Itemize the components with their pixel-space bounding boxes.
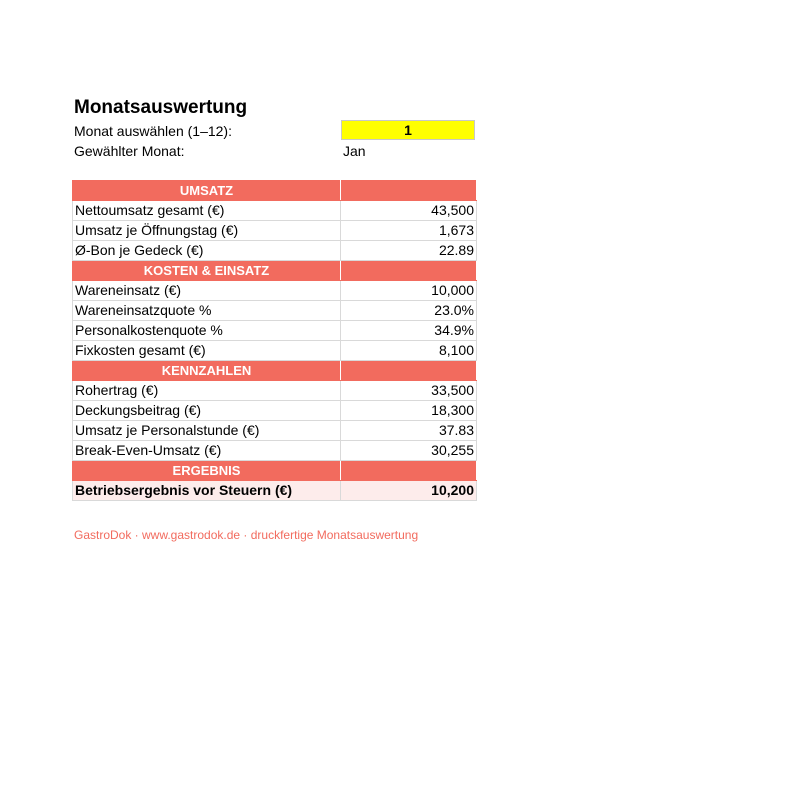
table-row xyxy=(73,241,477,261)
section-title: ERGEBNIS xyxy=(73,461,341,481)
section-header-blank xyxy=(341,461,477,481)
selected-month-value: Jan xyxy=(343,143,366,159)
section-header-kosten xyxy=(73,261,477,281)
row-value: 18,300 xyxy=(341,401,477,421)
row-value: 34.9% xyxy=(341,321,477,341)
row-label: Fixkosten gesamt (€) xyxy=(73,341,341,361)
row-label: Nettoumsatz gesamt (€) xyxy=(73,201,341,221)
row-value: 22.89 xyxy=(341,241,477,261)
result-value: 10,200 xyxy=(341,481,477,501)
page-title: Monatsauswertung xyxy=(74,97,248,118)
row-value: 30,255 xyxy=(341,441,477,461)
table-row xyxy=(73,381,477,401)
table-row xyxy=(73,421,477,441)
row-label: Break-Even-Umsatz (€) xyxy=(73,441,341,461)
table-row xyxy=(73,201,477,221)
table-row xyxy=(73,221,477,241)
result-label: Betriebsergebnis vor Steuern (€) xyxy=(73,481,341,501)
row-value: 10,000 xyxy=(341,281,477,301)
section-title: KOSTEN & EINSATZ xyxy=(73,261,341,281)
table-row xyxy=(73,301,477,321)
table-row xyxy=(73,401,477,421)
section-header-blank xyxy=(341,361,477,381)
section-title: UMSATZ xyxy=(73,181,341,201)
row-label: Umsatz je Personalstunde (€) xyxy=(73,421,341,441)
row-value: 37.83 xyxy=(341,421,477,441)
table-row xyxy=(73,321,477,341)
section-header-ergebnis xyxy=(73,461,477,481)
row-label: Wareneinsatzquote % xyxy=(73,301,341,321)
table-row xyxy=(73,341,477,361)
section-header-blank xyxy=(341,261,477,281)
row-value: 1,673 xyxy=(341,221,477,241)
row-label: Deckungsbeitrag (€) xyxy=(73,401,341,421)
row-value: 43,500 xyxy=(341,201,477,221)
row-label: Ø-Bon je Gedeck (€) xyxy=(73,241,341,261)
row-label: Rohertrag (€) xyxy=(73,381,341,401)
month-select-input[interactable] xyxy=(341,120,475,140)
table-row xyxy=(73,441,477,461)
row-value: 33,500 xyxy=(341,381,477,401)
row-label: Personalkostenquote % xyxy=(73,321,341,341)
row-label: Umsatz je Öffnungstag (€) xyxy=(73,221,341,241)
selected-month-label: Gewählter Monat: xyxy=(74,143,185,159)
section-header-blank xyxy=(341,181,477,201)
section-title: KENNZAHLEN xyxy=(73,361,341,381)
row-label: Wareneinsatz (€) xyxy=(73,281,341,301)
footer-text: GastroDok · www.gastrodok.de · druckfertige Monatsauswertung xyxy=(74,528,419,542)
section-header-kennzahlen xyxy=(73,361,477,381)
row-value: 23.0% xyxy=(341,301,477,321)
table-row xyxy=(73,281,477,301)
result-row xyxy=(73,481,477,501)
row-value: 8,100 xyxy=(341,341,477,361)
report-table xyxy=(72,180,477,501)
section-header-umsatz xyxy=(73,181,477,201)
month-select-label: Monat auswählen (1–12): xyxy=(74,123,232,139)
